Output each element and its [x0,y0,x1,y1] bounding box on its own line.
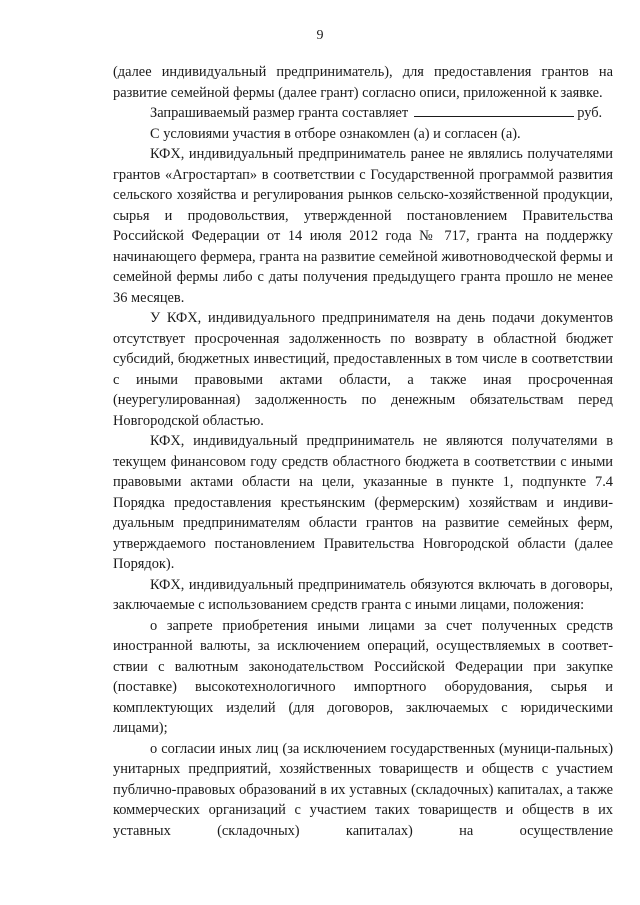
paragraph-consent-of-others: о согласии иных лиц (за исключением государственных (муници-пальных) унитарных предприятий, хозяйственных товариществ и обществ с участием публично-правовых образований в их уставных (складочных) капиталах, а также коммерческих организаций с участием таких товариществ и обществ в их уставных (складочных) капиталах) на осуществление [113,740,613,839]
paragraph-consent: С условиями участия в отборе ознакомлен (а) и согласен (а). [150,125,521,142]
page-number: 9 [316,28,324,43]
grant-amount-label: Запрашиваемый размер гранта составляет [150,105,409,121]
paragraph-no-previous-grants: КФХ, индивидуальный предприниматель ранее не являлись получателями грантов «Агростартап» в соответствии с Государственной программой развития сельского хозяйства и регулирования рынков сельско-хозяйственной продукции, сырья и продовольствия, утвержденной постановлением Правительства Российской Федерации от 14 июля 2012 года № 717, гранта на поддержку начинающего фермера, гранта на развитие семейной животноводческой фермы и семейной фермы либо с даты получения предыдущего гранта прошло не менее 36 месяцев. [113,146,613,306]
paragraph-applicant-continuation: (далее индивидуальный предприниматель), для предоставления грантов на развитие семейной фермы (далее грант) согласно описи, приложенной к заявке. [113,64,613,101]
paragraph-contract-obligations: КФХ, индивидуальный предприниматель обязуются включать в договоры, заключаемые с использованием средств гранта с иными лицами, положения: [113,576,613,613]
grant-currency: руб. [577,105,603,121]
paragraph-currency-ban: о запрете приобретения иными лицами за счет полученных средств иностранной валюты, за исключением операций, осуществляемых в соответ-ствии с валютным законодательством Российской Федерации при закупке (поставке) высокотехнологичного импортного оборудования, сырья и комплектующих изделий (для договоров, заключаемых с юридическими лицами); [113,617,613,736]
grant-amount-line [113,103,613,124]
grant-amount-blank [414,103,574,117]
document-body [113,62,613,841]
paragraph-not-recipients: КФХ, индивидуальный предприниматель не являются получателями в текущем финансовом году средств областного бюджета в соответствии с иными правовыми актами области на цели, указанные в пункте 1, подпункте 7.4 Порядка предоставления крестьянским (фермерским) хозяйствам и индиви-дуальным предпринимателям области грантов на развитие семейных ферм, утверждаемого постановлением Правительства Новгородской области (далее Порядок). [113,433,613,572]
paragraph-no-debt: У КФХ, индивидуального предпринимателя на день подачи документов отсутствует просроченная задолженность по возврату в областной бюджет субсидий, бюджетных инвестиций, предоставленных в том числе в соответствии с иными правовыми актами области, а также иная просроченная (неурегулированная) задолженность по денежным обязательствам перед Новгородской областью. [113,310,613,429]
